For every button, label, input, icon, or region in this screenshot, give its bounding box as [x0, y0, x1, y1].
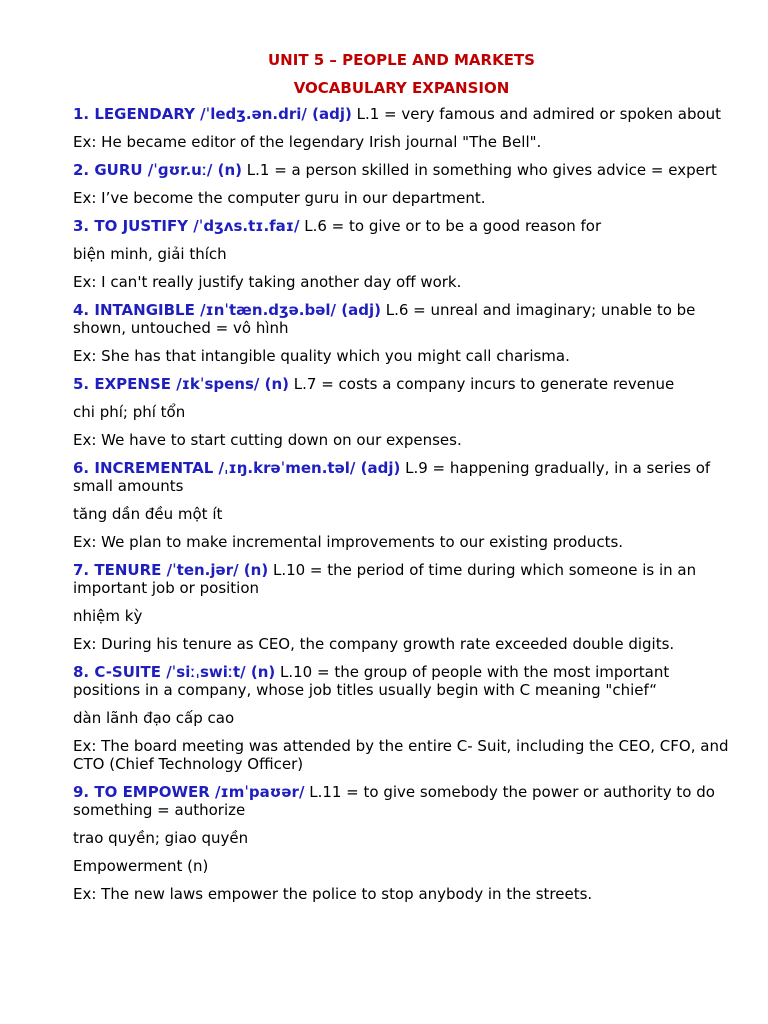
entry-6-term: 6. INCREMENTAL /ˌɪŋ.krəˈmen.təl/ (adj) [73, 459, 401, 477]
entry-5-example: Ex: We have to start cutting down on our expenses. [73, 431, 462, 449]
entry-2-def-text: L.1 = a person skilled in something who gives advice = expert [241, 161, 717, 179]
entry-5-def-text: L.7 = costs a company incurs to generate revenue [289, 375, 675, 393]
entry-7-definition [73, 561, 730, 597]
entry-1-term: 1. LEGENDARY /ˈledʒ.ən.dri/ (adj) [73, 105, 352, 123]
entry-6-example: Ex: We plan to make incremental improvements to our existing products. [73, 533, 624, 551]
entry-7-example: Ex: During his tenure as CEO, the company growth rate exceeded double digits. [73, 635, 675, 653]
entry-1-definition [73, 105, 730, 123]
entry-3-example: Ex: I can't really justify taking another day off work. [73, 273, 462, 291]
entry-9-translation: trao quyền; giao quyền [73, 829, 249, 847]
unit-title: UNIT 5 – PEOPLE AND MARKETS [268, 51, 535, 69]
entry-6-translation: tăng dần đều một ít [73, 505, 223, 523]
section-title: VOCABULARY EXPANSION [293, 79, 510, 97]
entry-2-example: Ex: I’ve become the computer guru in our department. [73, 189, 486, 207]
entry-8-translation: dàn lãnh đạo cấp cao [73, 709, 235, 727]
entry-6-definition [73, 459, 730, 495]
entry-8-example: Ex: The board meeting was attended by the entire C- Suit, including the CEO, CFO, and CTO (Chief Technology Officer) [73, 737, 729, 773]
entry-7-def-text: L.10 = the period of time during which someone is in an important job or position [73, 561, 697, 597]
entry-4-def-text: L.6 = unreal and imaginary; unable to be shown, untouched = vô hình [73, 301, 696, 337]
entry-9-example: Ex: The new laws empower the police to stop anybody in the streets. [73, 885, 593, 903]
entry-5-term: 5. EXPENSE /ɪkˈspens/ (n) [73, 375, 289, 393]
entry-2-term: 2. GURU /ˈɡʊr.uː/ (n) [73, 161, 242, 179]
entry-7-term: 7. TENURE /ˈten.jər/ (n) [73, 561, 269, 579]
entry-3-term: 3. TO JUSTIFY /ˈdʒʌs.tɪ.faɪ/ [73, 217, 300, 235]
entry-5-translation: chi phí; phí tổn [73, 403, 186, 421]
entry-9-extra: Empowerment (n) [73, 857, 209, 875]
entry-5-definition [73, 375, 730, 393]
entry-8-def-text: L.10 = the group of people with the most important positions in a company, whose job titles usually begin with C meaning "chief“ [73, 663, 670, 699]
entry-3-definition [73, 217, 730, 235]
entry-4-definition [73, 301, 730, 337]
entry-8-definition [73, 663, 730, 699]
entry-8-term: 8. C-SUITE /ˈsiːˌswiːt/ (n) [73, 663, 276, 681]
entry-9-definition [73, 783, 730, 819]
entry-9-term: 9. TO EMPOWER /ɪmˈpaʊər/ [73, 783, 305, 801]
entry-3-translation: biện minh, giải thích [73, 245, 227, 263]
entry-9-def-text: L.11 = to give somebody the power or authority to do something = authorize [73, 783, 715, 819]
entry-1-example: Ex: He became editor of the legendary Irish journal "The Bell". [73, 133, 542, 151]
entry-2-definition [73, 161, 730, 179]
entry-6-def-text: L.9 = happening gradually, in a series of small amounts [73, 459, 711, 495]
entry-4-example: Ex: She has that intangible quality which you might call charisma. [73, 347, 570, 365]
entry-3-def-text: L.6 = to give or to be a good reason for [299, 217, 602, 235]
entry-7-translation: nhiệm kỳ [73, 607, 143, 625]
entry-4-term: 4. INTANGIBLE /ɪnˈtæn.dʒə.bəl/ (adj) [73, 301, 381, 319]
entry-1-def-text: L.1 = very famous and admired or spoken about [351, 105, 722, 123]
